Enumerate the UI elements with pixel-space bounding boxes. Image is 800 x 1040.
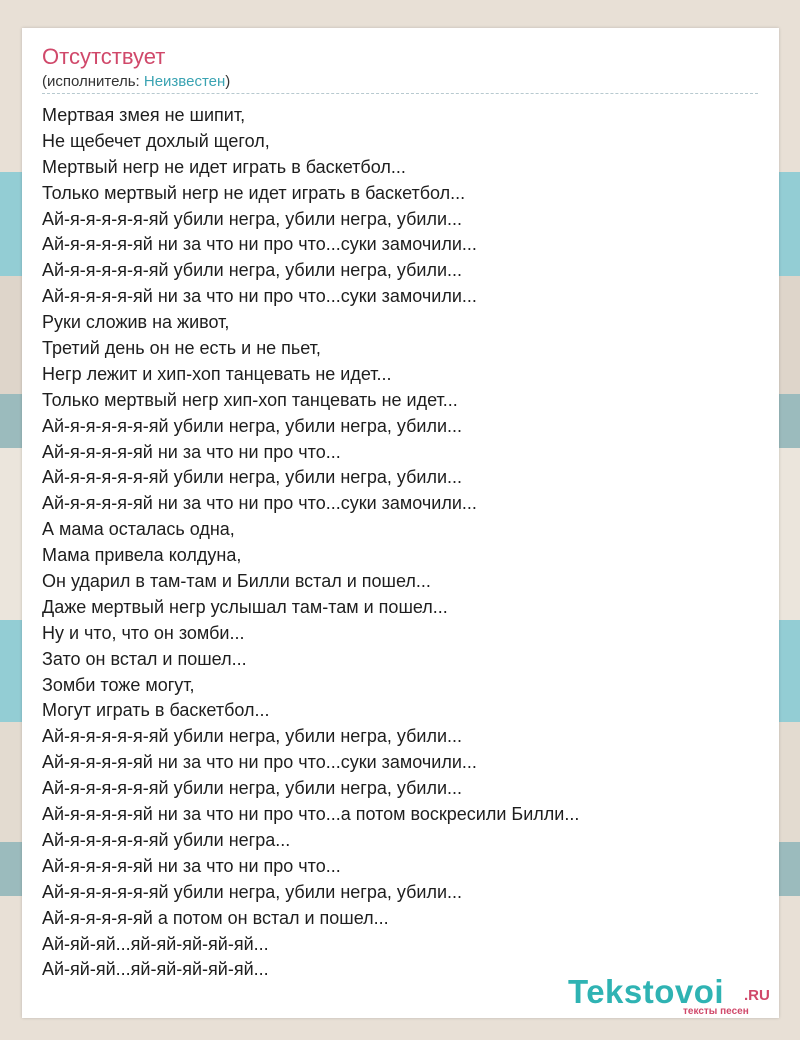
lyric-line: Ай-я-я-я-я-яй ни за что ни про что... bbox=[42, 441, 341, 462]
lyric-line: Ай-я-я-я-я-яй ни за что ни про что... bbox=[42, 855, 341, 876]
lyric-line: Ай-я-я-я-я-я-яй убили негра, убили негра, убили... bbox=[42, 726, 463, 747]
lyric-line: Ай-я-я-я-я-я-яй убили негра... bbox=[42, 829, 291, 850]
lyric-line: Руки сложив на живот, bbox=[42, 312, 230, 333]
lyric-line: Мама привела колдуна, bbox=[42, 545, 242, 566]
lyric-line: Не щебечет дохлый щегол, bbox=[42, 130, 270, 151]
lyric-line: Ай-я-я-я-я-яй ни за что ни про что...а потом воскресили Билли... bbox=[42, 804, 580, 825]
lyric-line: Ай-я-я-я-я-я-яй убили негра, убили негра, убили... bbox=[42, 415, 463, 436]
title-divider bbox=[42, 93, 758, 94]
lyric-line: Ай-я-я-я-я-яй ни за что ни про что...суки замочили... bbox=[42, 752, 477, 773]
lyric-line: Зомби тоже могут, bbox=[42, 674, 195, 695]
lyric-line: Негр лежит и хип-хоп танцевать не идет... bbox=[42, 363, 392, 384]
lyric-line: Ай-я-я-я-я-яй а потом он встал и пошел... bbox=[42, 907, 389, 928]
lyric-line: Могут играть в баскетбол... bbox=[42, 700, 270, 721]
lyric-line: Ай-я-я-я-я-яй ни за что ни про что...суки замочили... bbox=[42, 234, 477, 255]
lyric-line: Ай-яй-яй...яй-яй-яй-яй-яй... bbox=[42, 933, 269, 954]
lyric-line: Ай-яй-яй...яй-яй-яй-яй-яй... bbox=[42, 959, 269, 980]
lyric-line: Только мертвый негр не идет играть в баскетбол... bbox=[42, 182, 466, 203]
lyric-line: Он ударил в там-там и Билли встал и пошел... bbox=[42, 571, 431, 592]
lyrics-text bbox=[42, 103, 758, 983]
artist-suffix: ) bbox=[225, 73, 231, 90]
logo-wordmark: Tekstovoi bbox=[568, 973, 725, 1010]
logo-tagline: тексты песен bbox=[683, 1006, 749, 1017]
logo-domain: .RU bbox=[744, 987, 770, 1004]
lyric-line: Ну и что, что он зомби... bbox=[42, 622, 245, 643]
lyric-line: Зато он встал и пошел... bbox=[42, 648, 247, 669]
artist-line bbox=[42, 73, 230, 90]
lyric-line: Третий день он не есть и не пьет, bbox=[42, 338, 321, 359]
song-title: Отсутствует bbox=[42, 44, 166, 69]
artist-link[interactable]: Неизвестен bbox=[143, 73, 226, 90]
lyric-line: Ай-я-я-я-я-я-яй убили негра, убили негра, убили... bbox=[42, 778, 463, 799]
lyric-line: Ай-я-я-я-я-я-яй убили негра, убили негра, убили... bbox=[42, 467, 463, 488]
lyric-line: Ай-я-я-я-я-я-яй убили негра, убили негра, убили... bbox=[42, 260, 463, 281]
lyric-line: Даже мертвый негр услышал там-там и пошел... bbox=[42, 596, 448, 617]
lyric-line: Только мертвый негр хип-хоп танцевать не идет... bbox=[42, 389, 458, 410]
lyric-line: Мертвая змея не шипит, bbox=[42, 105, 246, 125]
lyric-line: Ай-я-я-я-я-я-яй убили негра, убили негра, убили... bbox=[42, 208, 463, 229]
lyric-line: А мама осталась одна, bbox=[42, 519, 235, 540]
lyric-line: Ай-я-я-я-я-яй ни за что ни про что...суки замочили... bbox=[42, 286, 477, 307]
lyric-line: Ай-я-я-я-я-я-яй убили негра, убили негра, убили... bbox=[42, 881, 463, 902]
artist-prefix: (исполнитель: bbox=[42, 73, 144, 90]
lyrics-card bbox=[22, 28, 779, 1018]
site-logo[interactable] bbox=[568, 973, 778, 1019]
lyric-line: Мертвый негр не идет играть в баскетбол... bbox=[42, 156, 406, 177]
lyric-line: Ай-я-я-я-я-яй ни за что ни про что...суки замочили... bbox=[42, 493, 477, 514]
